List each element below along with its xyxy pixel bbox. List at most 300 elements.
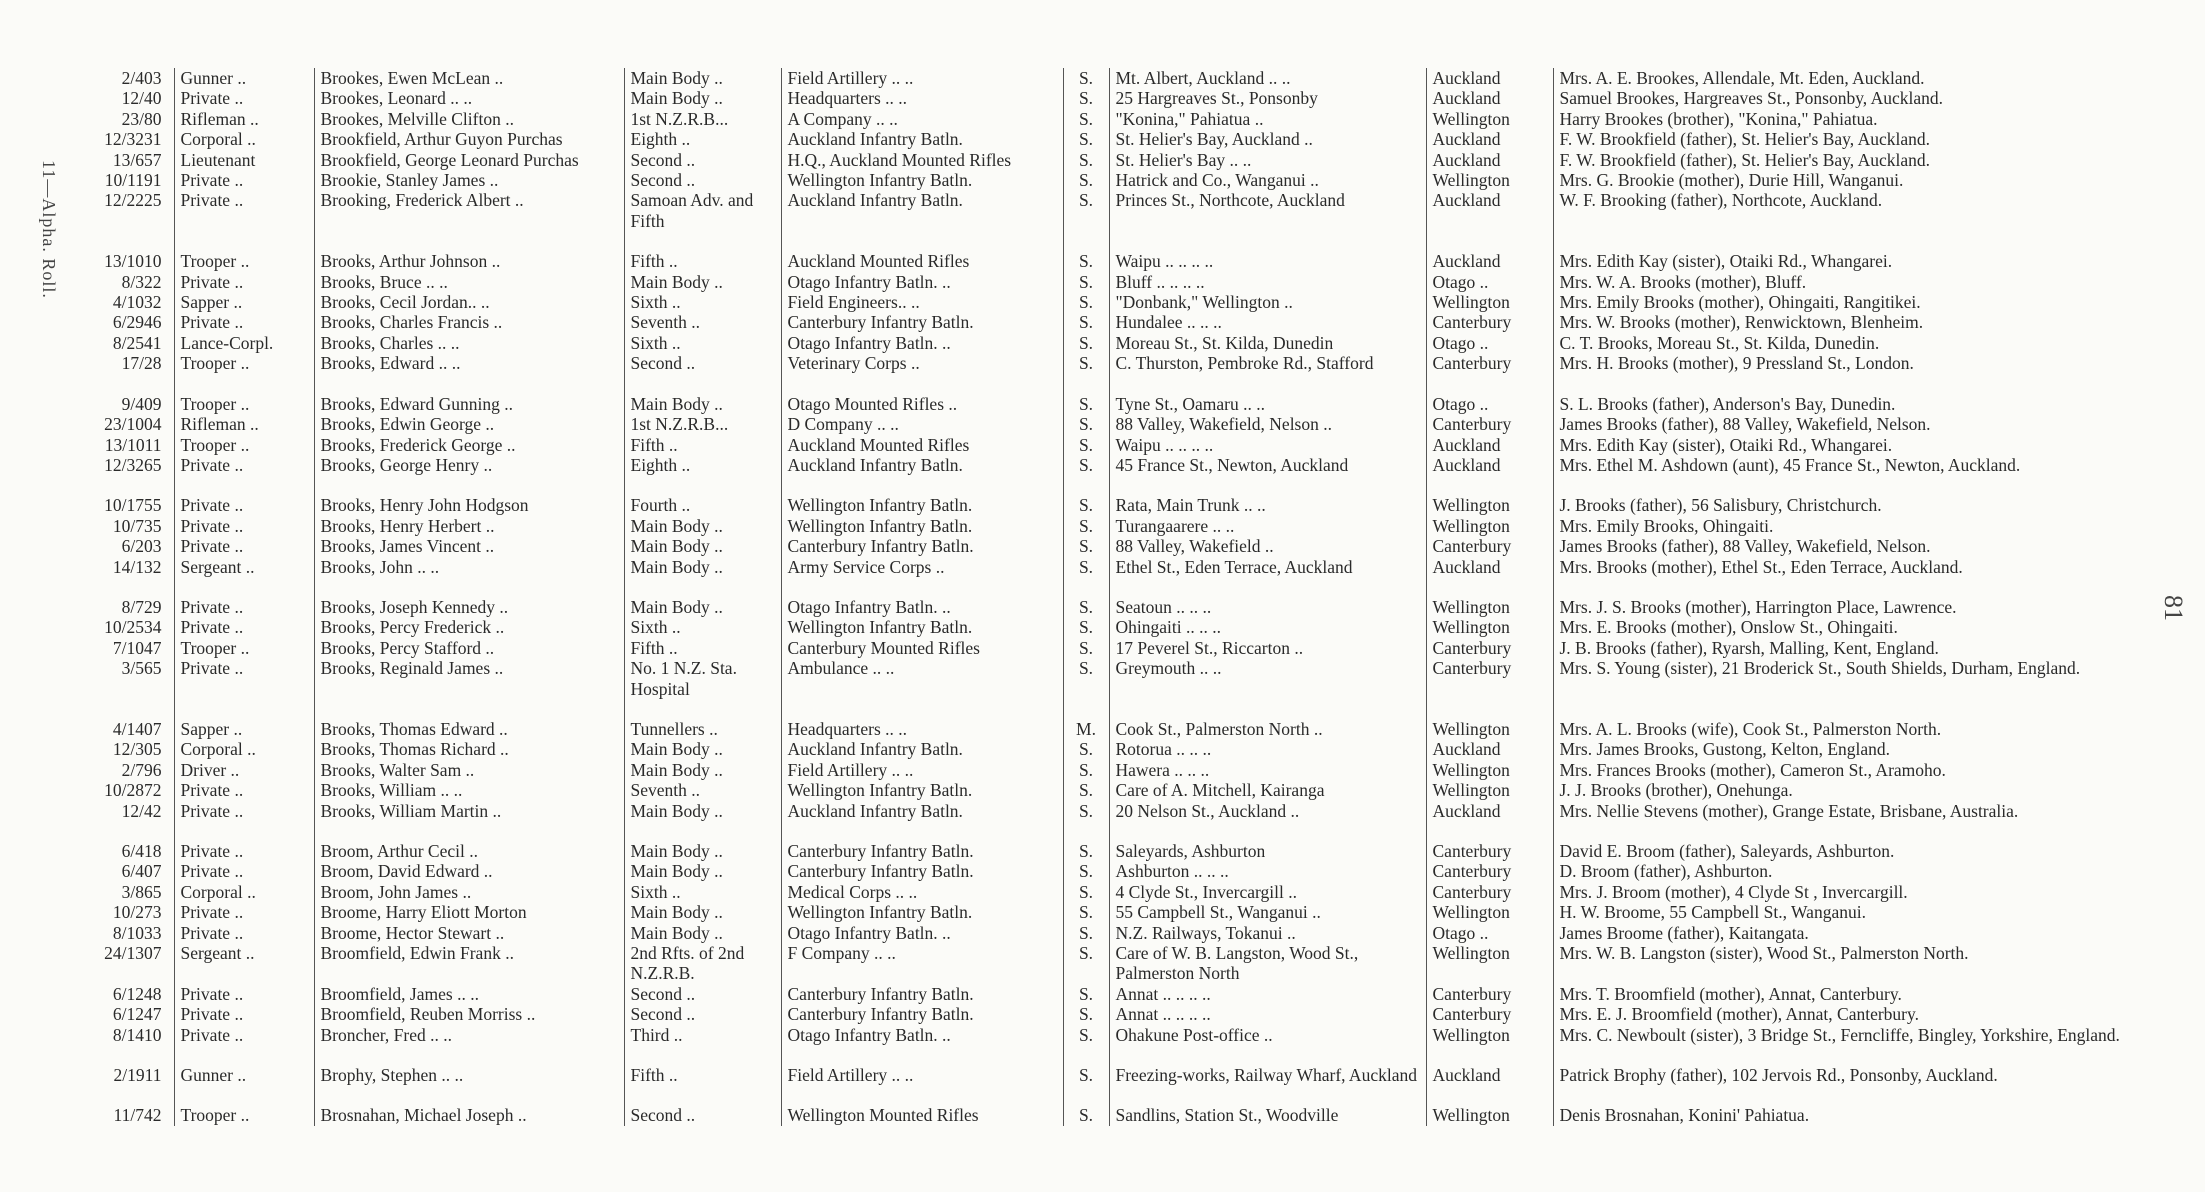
roll-row — [88, 557, 2158, 577]
rank: Trooper .. — [174, 374, 314, 414]
soldier-name: Brooks, Henry John Hodgson — [314, 475, 624, 515]
last-address: 45 France St., Newton, Auckland — [1109, 455, 1426, 475]
marital-status: S. — [1063, 821, 1109, 861]
regimental-number: 6/1247 — [112, 1004, 162, 1025]
next-of-kin: Mrs. W. B. Langston (sister), Wood St., Palmerston North. — [1553, 943, 2158, 984]
marital-status: S. — [1063, 536, 1109, 556]
rank: Sapper .. — [174, 699, 314, 739]
regimental-number: 10/1191 — [104, 170, 162, 191]
roll-row — [88, 88, 2158, 108]
rank: Private .. — [174, 455, 314, 475]
next-of-kin: Mrs. James Brooks, Gustong, Kelton, England. — [1553, 739, 2158, 759]
marital-status: S. — [1063, 435, 1109, 455]
rank: Private .. — [174, 1004, 314, 1024]
last-address: Moreau St., St. Kilda, Dunedin — [1109, 333, 1426, 353]
next-of-kin: Mrs. Edith Kay (sister), Otaiki Rd., Whangarei. — [1553, 435, 2158, 455]
corps: Auckland Mounted Rifles — [781, 435, 1063, 455]
next-of-kin: J. J. Brooks (brother), Onehunga. — [1553, 780, 2158, 800]
next-of-kin: Mrs. Emily Brooks (mother), Ohingaiti, Rangitikei. — [1553, 292, 2158, 312]
marital-status: S. — [1063, 902, 1109, 922]
district: Auckland — [1426, 435, 1553, 455]
corps: Auckland Infantry Batln. — [781, 739, 1063, 759]
marital-status: S. — [1063, 780, 1109, 800]
corps: Field Engineers.. .. — [781, 292, 1063, 312]
next-of-kin: S. L. Brooks (father), Anderson's Bay, Dunedin. — [1553, 374, 2158, 414]
district: Auckland — [1426, 231, 1553, 271]
regimental-number: 6/1248 — [112, 983, 162, 1004]
district: Auckland — [1426, 68, 1553, 88]
last-address: Tyne St., Oamaru .. .. — [1109, 374, 1426, 414]
corps: Field Artillery .. .. — [781, 760, 1063, 780]
embarkation-unit: Eighth .. — [624, 129, 781, 149]
roll-row — [88, 312, 2158, 332]
roll-row — [88, 475, 2158, 515]
next-of-kin: Mrs. W. Brooks (mother), Renwicktown, Blenheim. — [1553, 312, 2158, 332]
soldier-name: Brooks, George Henry .. — [314, 455, 624, 475]
district: Auckland — [1426, 190, 1553, 231]
last-address: Hundalee .. .. .. — [1109, 312, 1426, 332]
embarkation-unit: 2nd Rfts. of 2nd N.Z.R.B. — [624, 943, 781, 984]
district: Canterbury — [1426, 312, 1553, 332]
soldier-name: Brosnahan, Michael Joseph .. — [314, 1085, 624, 1125]
marital-status: S. — [1063, 333, 1109, 353]
last-address: St. Helier's Bay, Auckland .. — [1109, 129, 1426, 149]
last-address: Sandlins, Station St., Woodville — [1109, 1085, 1426, 1125]
embarkation-unit: Sixth .. — [624, 617, 781, 637]
roll-row — [88, 617, 2158, 637]
marital-status: S. — [1063, 455, 1109, 475]
embarkation-unit: Fifth .. — [624, 1045, 781, 1085]
corps: A Company .. .. — [781, 109, 1063, 129]
rank: Trooper .. — [174, 231, 314, 271]
rank: Sergeant .. — [174, 557, 314, 577]
soldier-name: Broncher, Fred .. .. — [314, 1025, 624, 1045]
roll-row — [88, 150, 2158, 170]
embarkation-unit: Main Body .. — [624, 577, 781, 617]
regimental-number: 4/1032 — [112, 292, 162, 313]
next-of-kin: Mrs. A. E. Brookes, Allendale, Mt. Eden, Auckland. — [1553, 68, 2158, 88]
regimental-number: 6/418 — [121, 841, 162, 861]
district: Auckland — [1426, 88, 1553, 108]
marital-status: S. — [1063, 882, 1109, 902]
corps: Wellington Infantry Batln. — [781, 475, 1063, 515]
regimental-number: 3/865 — [121, 881, 162, 902]
district: Canterbury — [1426, 984, 1553, 1004]
embarkation-unit: Samoan Adv. and Fifth — [624, 190, 781, 231]
district: Canterbury — [1426, 882, 1553, 902]
roll-row — [88, 943, 2158, 984]
rank: Private .. — [174, 312, 314, 332]
corps: Wellington Infantry Batln. — [781, 902, 1063, 922]
embarkation-unit: Main Body .. — [624, 272, 781, 292]
embarkation-unit: Main Body .. — [624, 536, 781, 556]
marital-status: S. — [1063, 170, 1109, 190]
district: Wellington — [1426, 170, 1553, 190]
corps: Wellington Infantry Batln. — [781, 516, 1063, 536]
marital-status: S. — [1063, 292, 1109, 312]
next-of-kin: Samuel Brookes, Hargreaves St., Ponsonby, Auckland. — [1553, 88, 2158, 108]
embarkation-unit: Tunnellers .. — [624, 699, 781, 739]
next-of-kin: H. W. Broome, 55 Campbell St., Wanganui. — [1553, 902, 2158, 922]
next-of-kin: Mrs. J. Broom (mother), 4 Clyde St , Invercargill. — [1553, 882, 2158, 902]
district: Wellington — [1426, 292, 1553, 312]
rank: Trooper .. — [174, 353, 314, 373]
last-address: Turangaarere .. .. — [1109, 516, 1426, 536]
next-of-kin: W. F. Brooking (father), Northcote, Auckland. — [1553, 190, 2158, 231]
embarkation-unit: Second .. — [624, 984, 781, 1004]
marital-status: S. — [1063, 577, 1109, 617]
last-address: Saleyards, Ashburton — [1109, 821, 1426, 861]
corps: Canterbury Mounted Rifles — [781, 638, 1063, 658]
roll-body — [88, 68, 2158, 1126]
embarkation-unit: Seventh .. — [624, 780, 781, 800]
embarkation-unit: Main Body .. — [624, 68, 781, 88]
last-address: Waipu .. .. .. .. — [1109, 231, 1426, 271]
soldier-name: Brookfield, George Leonard Purchas — [314, 150, 624, 170]
marital-status: S. — [1063, 109, 1109, 129]
soldier-name: Broomfield, Reuben Morriss .. — [314, 1004, 624, 1024]
corps: Canterbury Infantry Batln. — [781, 536, 1063, 556]
soldier-name: Brooks, Cecil Jordan.. .. — [314, 292, 624, 312]
marital-status: M. — [1063, 699, 1109, 739]
rank: Trooper .. — [174, 638, 314, 658]
rank: Private .. — [174, 190, 314, 231]
last-address: 20 Nelson St., Auckland .. — [1109, 801, 1426, 821]
last-address: "Konina," Pahiatua .. — [1109, 109, 1426, 129]
last-address: C. Thurston, Pembroke Rd., Stafford — [1109, 353, 1426, 373]
rank: Lance-Corpl. — [174, 333, 314, 353]
district: Canterbury — [1426, 536, 1553, 556]
regimental-number: 10/735 — [112, 515, 162, 536]
corps: D Company .. .. — [781, 414, 1063, 434]
district: Auckland — [1426, 150, 1553, 170]
next-of-kin: D. Broom (father), Ashburton. — [1553, 861, 2158, 881]
embarkation-unit: Main Body .. — [624, 557, 781, 577]
soldier-name: Broome, Hector Stewart .. — [314, 923, 624, 943]
soldier-name: Brooks, William .. .. — [314, 780, 624, 800]
rank: Sergeant .. — [174, 943, 314, 984]
last-address: Hatrick and Co., Wanganui .. — [1109, 170, 1426, 190]
marital-status: S. — [1063, 739, 1109, 759]
embarkation-unit: Eighth .. — [624, 455, 781, 475]
corps: F Company .. .. — [781, 943, 1063, 984]
last-address: 55 Campbell St., Wanganui .. — [1109, 902, 1426, 922]
district: Wellington — [1426, 1025, 1553, 1045]
next-of-kin: James Broome (father), Kaitangata. — [1553, 923, 2158, 943]
last-address: Rotorua .. .. .. — [1109, 739, 1426, 759]
soldier-name: Brooks, Walter Sam .. — [314, 760, 624, 780]
corps: Otago Infantry Batln. .. — [781, 1025, 1063, 1045]
last-address: 88 Valley, Wakefield, Nelson .. — [1109, 414, 1426, 434]
roll-row — [88, 882, 2158, 902]
embarkation-unit: Main Body .. — [624, 801, 781, 821]
next-of-kin: Mrs. Emily Brooks, Ohingaiti. — [1553, 516, 2158, 536]
regimental-number: 8/322 — [121, 271, 162, 292]
roll-row — [88, 129, 2158, 149]
corps: Army Service Corps .. — [781, 557, 1063, 577]
roll-row — [88, 170, 2158, 190]
next-of-kin: Mrs. Brooks (mother), Ethel St., Eden Terrace, Auckland. — [1553, 557, 2158, 577]
embarkation-unit: Third .. — [624, 1025, 781, 1045]
next-of-kin: Mrs. S. Young (sister), 21 Broderick St., South Shields, Durham, England. — [1553, 658, 2158, 699]
last-address: "Donbank," Wellington .. — [1109, 292, 1426, 312]
soldier-name: Brooks, Reginald James .. — [314, 658, 624, 699]
marital-status: S. — [1063, 861, 1109, 881]
soldier-name: Brookes, Melville Clifton .. — [314, 109, 624, 129]
corps: Field Artillery .. .. — [781, 1045, 1063, 1085]
rank: Private .. — [174, 821, 314, 861]
marital-status: S. — [1063, 638, 1109, 658]
last-address: 4 Clyde St., Invercargill .. — [1109, 882, 1426, 902]
corps: Auckland Mounted Rifles — [781, 231, 1063, 271]
last-address: Greymouth .. .. — [1109, 658, 1426, 699]
marital-status: S. — [1063, 312, 1109, 332]
marital-status: S. — [1063, 923, 1109, 943]
corps: Ambulance .. .. — [781, 658, 1063, 699]
marital-status: S. — [1063, 475, 1109, 515]
marital-status: S. — [1063, 88, 1109, 108]
soldier-name: Brookfield, Arthur Guyon Purchas — [314, 129, 624, 149]
marital-status: S. — [1063, 68, 1109, 88]
regimental-number: 13/1011 — [104, 434, 162, 455]
corps: Otago Infantry Batln. .. — [781, 272, 1063, 292]
marital-status: S. — [1063, 943, 1109, 984]
district: Wellington — [1426, 699, 1553, 739]
district: Canterbury — [1426, 861, 1553, 881]
corps: Auckland Infantry Batln. — [781, 455, 1063, 475]
district: Wellington — [1426, 902, 1553, 922]
next-of-kin: James Brooks (father), 88 Valley, Wakefield, Nelson. — [1553, 414, 2158, 434]
soldier-name: Broom, Arthur Cecil .. — [314, 821, 624, 861]
next-of-kin: Mrs. H. Brooks (mother), 9 Pressland St., London. — [1553, 353, 2158, 373]
corps: Headquarters .. .. — [781, 699, 1063, 739]
regimental-number: 12/305 — [112, 739, 162, 760]
roll-row — [88, 1045, 2158, 1085]
marital-status: S. — [1063, 272, 1109, 292]
corps: Headquarters .. .. — [781, 88, 1063, 108]
marital-status: S. — [1063, 1085, 1109, 1125]
regimental-number: 8/1410 — [112, 1024, 162, 1045]
rank: Private .. — [174, 170, 314, 190]
marital-status: S. — [1063, 190, 1109, 231]
soldier-name: Brooks, Charles .. .. — [314, 333, 624, 353]
regimental-number: 14/132 — [112, 556, 162, 577]
embarkation-unit: Sixth .. — [624, 882, 781, 902]
corps: Otago Infantry Batln. .. — [781, 333, 1063, 353]
marital-status: S. — [1063, 984, 1109, 1004]
soldier-name: Brooks, James Vincent .. — [314, 536, 624, 556]
corps: Canterbury Infantry Batln. — [781, 312, 1063, 332]
last-address: Ohakune Post-office .. — [1109, 1025, 1426, 1045]
roll-row — [88, 292, 2158, 312]
next-of-kin: Mrs. W. A. Brooks (mother), Bluff. — [1553, 272, 2158, 292]
rank: Private .. — [174, 902, 314, 922]
district: Wellington — [1426, 780, 1553, 800]
soldier-name: Brooks, Edward .. .. — [314, 353, 624, 373]
regimental-number: 2/796 — [121, 759, 162, 780]
rank: Private .. — [174, 88, 314, 108]
regimental-number: 6/203 — [121, 536, 162, 557]
district: Canterbury — [1426, 353, 1553, 373]
roll-row — [88, 1004, 2158, 1024]
embarkation-unit: Fifth .. — [624, 231, 781, 271]
embarkation-unit: Sixth .. — [624, 333, 781, 353]
soldier-name: Broomfield, James .. .. — [314, 984, 624, 1004]
regimental-number: 12/3265 — [104, 454, 162, 475]
next-of-kin: Mrs. Nellie Stevens (mother), Grange Estate, Brisbane, Australia. — [1553, 801, 2158, 821]
roll-row — [88, 577, 2158, 617]
soldier-name: Brooks, Joseph Kennedy .. — [314, 577, 624, 617]
soldier-name: Brooks, William Martin .. — [314, 801, 624, 821]
regimental-number: 12/2225 — [104, 190, 162, 211]
corps: Otago Mounted Rifles .. — [781, 374, 1063, 414]
embarkation-unit: Second .. — [624, 1004, 781, 1024]
last-address: Rata, Main Trunk .. .. — [1109, 475, 1426, 515]
marital-status: S. — [1063, 1025, 1109, 1045]
embarkation-unit: 1st N.Z.R.B... — [624, 109, 781, 129]
last-address: Annat .. .. .. .. — [1109, 984, 1426, 1004]
rank: Private .. — [174, 658, 314, 699]
roll-row — [88, 68, 2158, 88]
roll-row — [88, 902, 2158, 922]
roll-row — [88, 760, 2158, 780]
rank: Trooper .. — [174, 1085, 314, 1125]
roll-row — [88, 190, 2158, 231]
soldier-name: Brooks, John .. .. — [314, 557, 624, 577]
corps: Auckland Infantry Batln. — [781, 129, 1063, 149]
roll-row — [88, 739, 2158, 759]
roll-row — [88, 801, 2158, 821]
embarkation-unit: Sixth .. — [624, 292, 781, 312]
rank: Private .. — [174, 923, 314, 943]
roll-row — [88, 658, 2158, 699]
district: Otago .. — [1426, 923, 1553, 943]
corps: Veterinary Corps .. — [781, 353, 1063, 373]
embarkation-unit: Main Body .. — [624, 861, 781, 881]
rank: Corporal .. — [174, 882, 314, 902]
regimental-number: 8/1033 — [112, 922, 162, 943]
last-address: Annat .. .. .. .. — [1109, 1004, 1426, 1024]
soldier-name: Broomfield, Edwin Frank .. — [314, 943, 624, 984]
district: Canterbury — [1426, 821, 1553, 861]
roll-row — [88, 536, 2158, 556]
embarkation-unit: Main Body .. — [624, 516, 781, 536]
regimental-number: 23/80 — [121, 108, 162, 129]
last-address: Freezing-works, Railway Wharf, Auckland — [1109, 1045, 1426, 1085]
embarkation-unit: Second .. — [624, 1085, 781, 1125]
last-address: Waipu .. .. .. .. — [1109, 435, 1426, 455]
regimental-number: 17/28 — [121, 353, 162, 374]
corps: Wellington Infantry Batln. — [781, 170, 1063, 190]
embarkation-unit: Fourth .. — [624, 475, 781, 515]
last-address: Care of W. B. Langston, Wood St., Palmerston North — [1109, 943, 1426, 984]
corps: Canterbury Infantry Batln. — [781, 1004, 1063, 1024]
nominal-roll-table — [88, 68, 2158, 1126]
next-of-kin: Harry Brookes (brother), "Konina," Pahiatua. — [1553, 109, 2158, 129]
regimental-number: 2/1911 — [113, 1065, 162, 1086]
embarkation-unit: Second .. — [624, 170, 781, 190]
embarkation-unit: 1st N.Z.R.B... — [624, 414, 781, 434]
regimental-number: 6/407 — [121, 861, 162, 882]
embarkation-unit: Main Body .. — [624, 374, 781, 414]
corps: Canterbury Infantry Batln. — [781, 984, 1063, 1004]
embarkation-unit: Fifth .. — [624, 638, 781, 658]
district: Wellington — [1426, 475, 1553, 515]
corps: Medical Corps .. .. — [781, 882, 1063, 902]
soldier-name: Broom, John James .. — [314, 882, 624, 902]
corps: Field Artillery .. .. — [781, 68, 1063, 88]
marital-status: S. — [1063, 557, 1109, 577]
embarkation-unit: Main Body .. — [624, 902, 781, 922]
next-of-kin: Mrs. Ethel M. Ashdown (aunt), 45 France St., Newton, Auckland. — [1553, 455, 2158, 475]
soldier-name: Brooks, Edwin George .. — [314, 414, 624, 434]
roll-margin-label: 11—Alpha. Roll. — [39, 160, 59, 299]
district: Otago .. — [1426, 374, 1553, 414]
rank: Rifleman .. — [174, 109, 314, 129]
rank: Private .. — [174, 536, 314, 556]
regimental-number: 6/2946 — [112, 312, 162, 333]
district: Wellington — [1426, 1085, 1553, 1125]
marital-status: S. — [1063, 150, 1109, 170]
rank: Gunner .. — [174, 1045, 314, 1085]
next-of-kin: F. W. Brookfield (father), St. Helier's Bay, Auckland. — [1553, 150, 2158, 170]
page-number: 81 — [2159, 595, 2188, 621]
soldier-name: Broome, Harry Eliott Morton — [314, 902, 624, 922]
roll-row — [88, 1025, 2158, 1045]
regimental-number: 4/1407 — [112, 718, 162, 739]
marital-status: S. — [1063, 1004, 1109, 1024]
embarkation-unit: Main Body .. — [624, 821, 781, 861]
district: Wellington — [1426, 109, 1553, 129]
embarkation-unit: Main Body .. — [624, 739, 781, 759]
district: Canterbury — [1426, 658, 1553, 699]
regimental-number: 10/2872 — [104, 780, 162, 801]
regimental-number: 9/409 — [121, 393, 162, 414]
roll-row — [88, 353, 2158, 373]
corps: Otago Infantry Batln. .. — [781, 923, 1063, 943]
embarkation-unit: Second .. — [624, 150, 781, 170]
district: Auckland — [1426, 455, 1553, 475]
regimental-number: 8/729 — [121, 596, 162, 617]
last-address: St. Helier's Bay .. .. — [1109, 150, 1426, 170]
next-of-kin: J. Brooks (father), 56 Salisbury, Christchurch. — [1553, 475, 2158, 515]
embarkation-unit: Second .. — [624, 353, 781, 373]
embarkation-unit: Main Body .. — [624, 760, 781, 780]
roll-row — [88, 516, 2158, 536]
next-of-kin: Mrs. E. Brooks (mother), Onslow St., Ohingaiti. — [1553, 617, 2158, 637]
soldier-name: Brookes, Leonard .. .. — [314, 88, 624, 108]
district: Canterbury — [1426, 1004, 1553, 1024]
marital-status: S. — [1063, 414, 1109, 434]
soldier-name: Brookes, Ewen McLean .. — [314, 68, 624, 88]
last-address: Ohingaiti .. .. .. — [1109, 617, 1426, 637]
rank: Private .. — [174, 516, 314, 536]
rank: Private .. — [174, 272, 314, 292]
next-of-kin: Mrs. J. S. Brooks (mother), Harrington Place, Lawrence. — [1553, 577, 2158, 617]
soldier-name: Brooks, Thomas Richard .. — [314, 739, 624, 759]
corps: Auckland Infantry Batln. — [781, 190, 1063, 231]
marital-status: S. — [1063, 374, 1109, 414]
next-of-kin: C. T. Brooks, Moreau St., St. Kilda, Dunedin. — [1553, 333, 2158, 353]
regimental-number: 10/1755 — [104, 495, 162, 516]
last-address: Ethel St., Eden Terrace, Auckland — [1109, 557, 1426, 577]
next-of-kin: David E. Broom (father), Saleyards, Ashburton. — [1553, 821, 2158, 861]
last-address: Ashburton .. .. .. — [1109, 861, 1426, 881]
soldier-name: Brooks, Bruce .. .. — [314, 272, 624, 292]
last-address: Princes St., Northcote, Auckland — [1109, 190, 1426, 231]
rank: Private .. — [174, 1025, 314, 1045]
roll-row — [88, 780, 2158, 800]
